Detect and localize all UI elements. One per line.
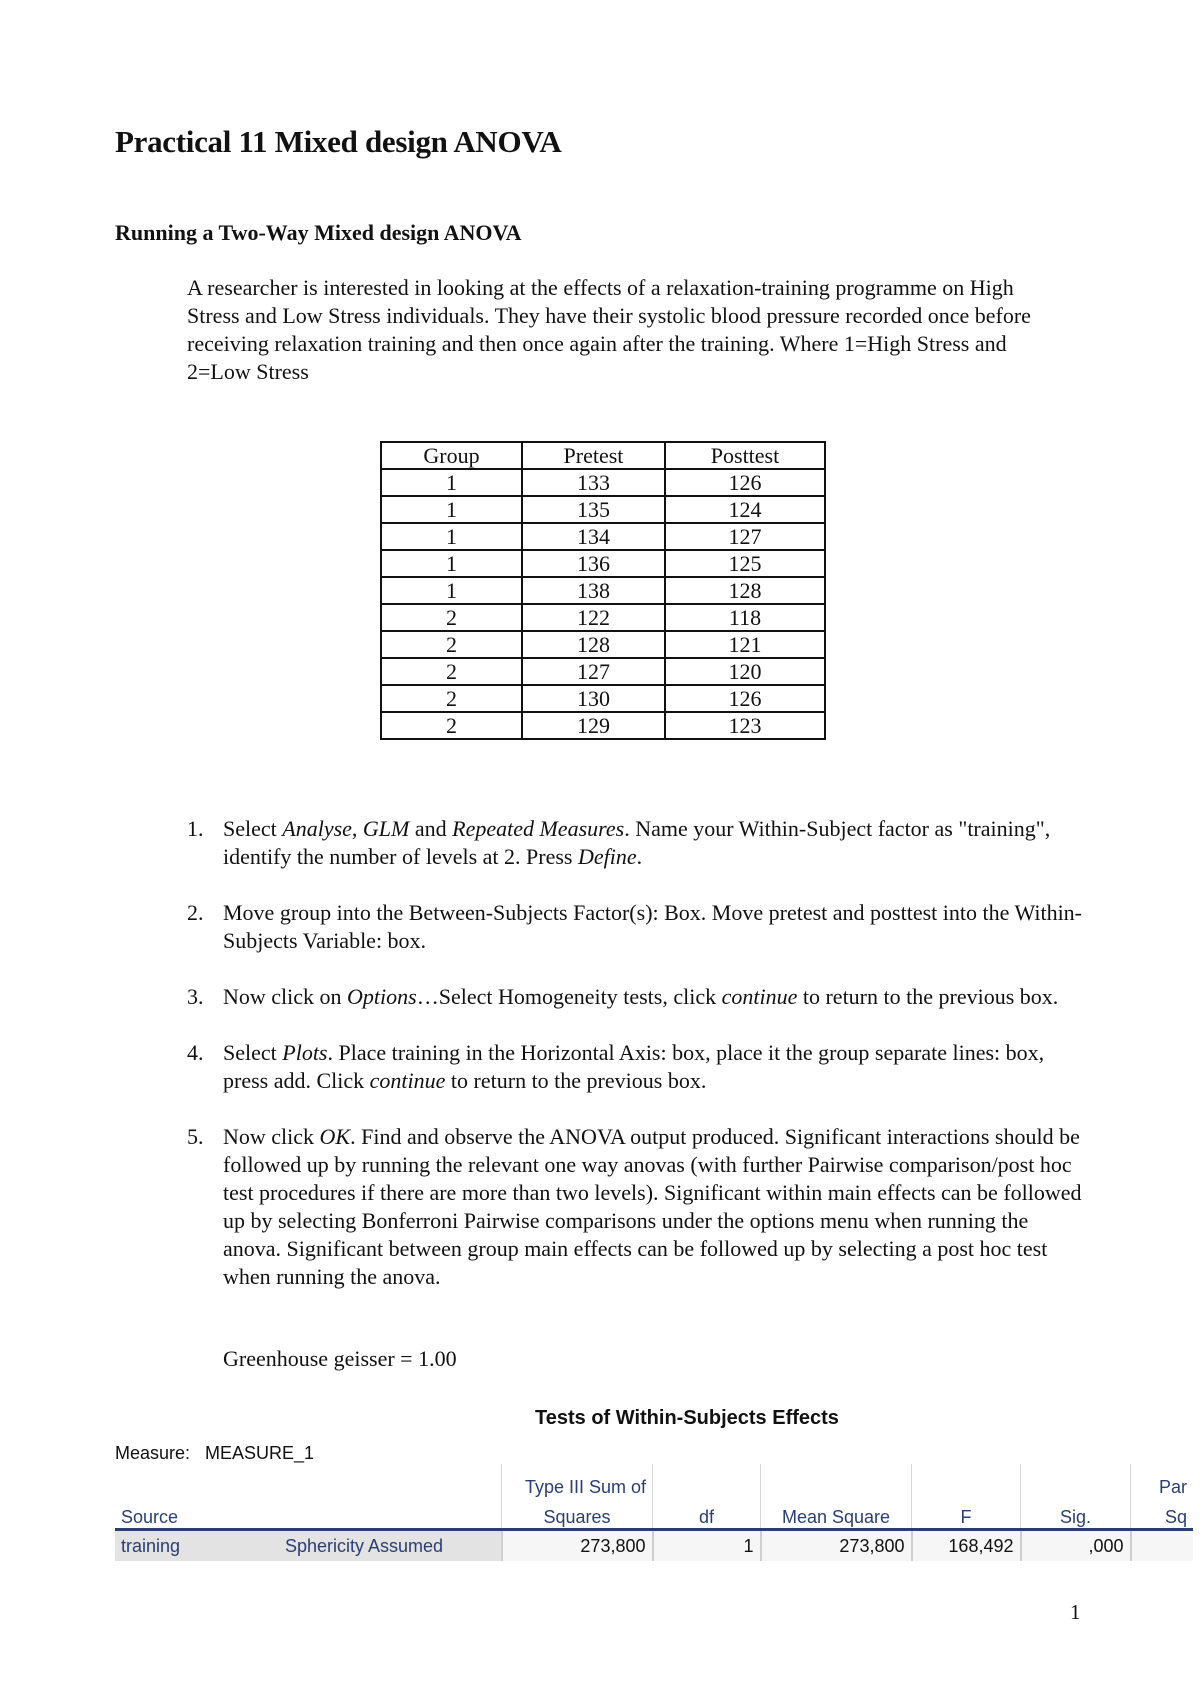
cell-group: 2 [381,631,522,658]
header-partial-bottom: Sq [1131,1498,1194,1530]
step-number: 4. [187,1040,204,1065]
row-sig: ,000 [1021,1530,1131,1562]
page-number: 1 [1070,1600,1081,1624]
cell-posttest: 123 [665,712,825,739]
step-item [187,1039,1087,1095]
row-partial [1131,1530,1194,1562]
table-row [381,712,825,739]
row-f: 168,492 [912,1530,1021,1562]
step-item [187,899,1087,955]
cell-group: 1 [381,577,522,604]
table-row [115,1530,1193,1562]
greenhouse-geisser-note: Greenhouse geisser = 1.00 [223,1346,457,1371]
cell-pretest: 127 [522,658,665,685]
header-type3-top: Type III Sum of [502,1464,653,1498]
cell-posttest: 128 [665,577,825,604]
cell-pretest: 128 [522,631,665,658]
header-source: Source [115,1498,279,1530]
cell-pretest: 136 [522,550,665,577]
instruction-steps [187,815,1087,1319]
table-row [381,496,825,523]
step-text: Select Plots. Place training in the Horizontal Axis: box, place it the group separate lines: box, press add. Click continue to return to the previous box. [223,1040,1045,1093]
cell-group: 2 [381,685,522,712]
cell-posttest: 118 [665,604,825,631]
cell-group: 1 [381,469,522,496]
table-row [381,631,825,658]
data-table [380,441,826,740]
table-row [381,523,825,550]
table-row [381,577,825,604]
spss-output-table [115,1464,1193,1561]
table-row [381,685,825,712]
measure-value: MEASURE_1 [205,1443,315,1463]
cell-pretest: 122 [522,604,665,631]
cell-posttest: 126 [665,685,825,712]
measure-label: Measure: [115,1443,191,1463]
step-text: Now click OK. Find and observe the ANOVA output produced. Significant interactions should be followed up by running the relevant one way anovas (with further Pairwise comparison/post hoc test procedures if there are more than two levels). Significant within main effects can be followed up by selecting Bonferroni Pairwise comparisons under the options menu when running the anova. Significant between group main effects can be followed up by selecting a post hoc test when running the anova. [223,1124,1082,1289]
section-heading: Running a Two-Way Mixed design ANOVA [115,220,522,245]
intro-paragraph: A researcher is interested in looking at the effects of a relaxation-training programme on High Stress and Low Stress individuals. They have their systolic blood pressure recorded once before receiving relaxation training and then once again after the training. Where 1=High Stress and 2=Low Stress [187,275,1031,384]
cell-group: 2 [381,712,522,739]
cell-posttest: 126 [665,469,825,496]
step-text: Select Analyse, GLM and Repeated Measures. Name your Within-Subject factor as "training", identify the number of levels at 2. Press Define. [223,816,1051,869]
header-f: F [912,1498,1021,1530]
cell-group: 1 [381,496,522,523]
spss-measure [115,1443,314,1464]
table-row [381,469,825,496]
header-mean-square: Mean Square [761,1498,912,1530]
step-number: 1. [187,816,204,841]
header-type3-bottom: Squares [502,1498,653,1530]
step-item [187,1123,1087,1291]
header-df: df [653,1498,761,1530]
step-number: 3. [187,984,204,1009]
step-item [187,983,1087,1011]
cell-pretest: 129 [522,712,665,739]
cell-pretest: 130 [522,685,665,712]
page-title: Practical 11 Mixed design ANOVA [115,124,562,159]
cell-pretest: 133 [522,469,665,496]
row-correction: Sphericity Assumed [279,1530,502,1562]
step-text: Now click on Options…Select Homogeneity tests, click continue to return to the previous box. [223,984,1059,1009]
cell-posttest: 127 [665,523,825,550]
row-source: training [115,1530,279,1562]
step-number: 2. [187,900,204,925]
step-text: Move group into the Between-Subjects Factor(s): Box. Move pretest and posttest into the Within-Subjects Variable: box. [223,900,1083,953]
table-row [381,604,825,631]
cell-pretest: 134 [522,523,665,550]
header-group: Group [381,442,522,469]
header-posttest: Posttest [665,442,825,469]
cell-pretest: 138 [522,577,665,604]
header-partial-top: Par [1131,1464,1194,1498]
row-ss: 273,800 [502,1530,653,1562]
spss-header-row-2 [115,1498,1193,1530]
cell-posttest: 121 [665,631,825,658]
header-sig: Sig. [1021,1498,1131,1530]
step-number: 5. [187,1124,204,1149]
row-df: 1 [653,1530,761,1562]
table-row [381,658,825,685]
cell-pretest: 135 [522,496,665,523]
cell-group: 2 [381,658,522,685]
cell-posttest: 124 [665,496,825,523]
cell-group: 1 [381,523,522,550]
step-item [187,815,1087,871]
spss-header-row-1 [115,1464,1193,1498]
cell-group: 1 [381,550,522,577]
data-table-header-row [381,442,825,469]
cell-group: 2 [381,604,522,631]
row-ms: 273,800 [761,1530,912,1562]
spss-table-title: Tests of Within-Subjects Effects [535,1407,839,1429]
header-pretest: Pretest [522,442,665,469]
cell-posttest: 120 [665,658,825,685]
table-row [381,550,825,577]
cell-posttest: 125 [665,550,825,577]
